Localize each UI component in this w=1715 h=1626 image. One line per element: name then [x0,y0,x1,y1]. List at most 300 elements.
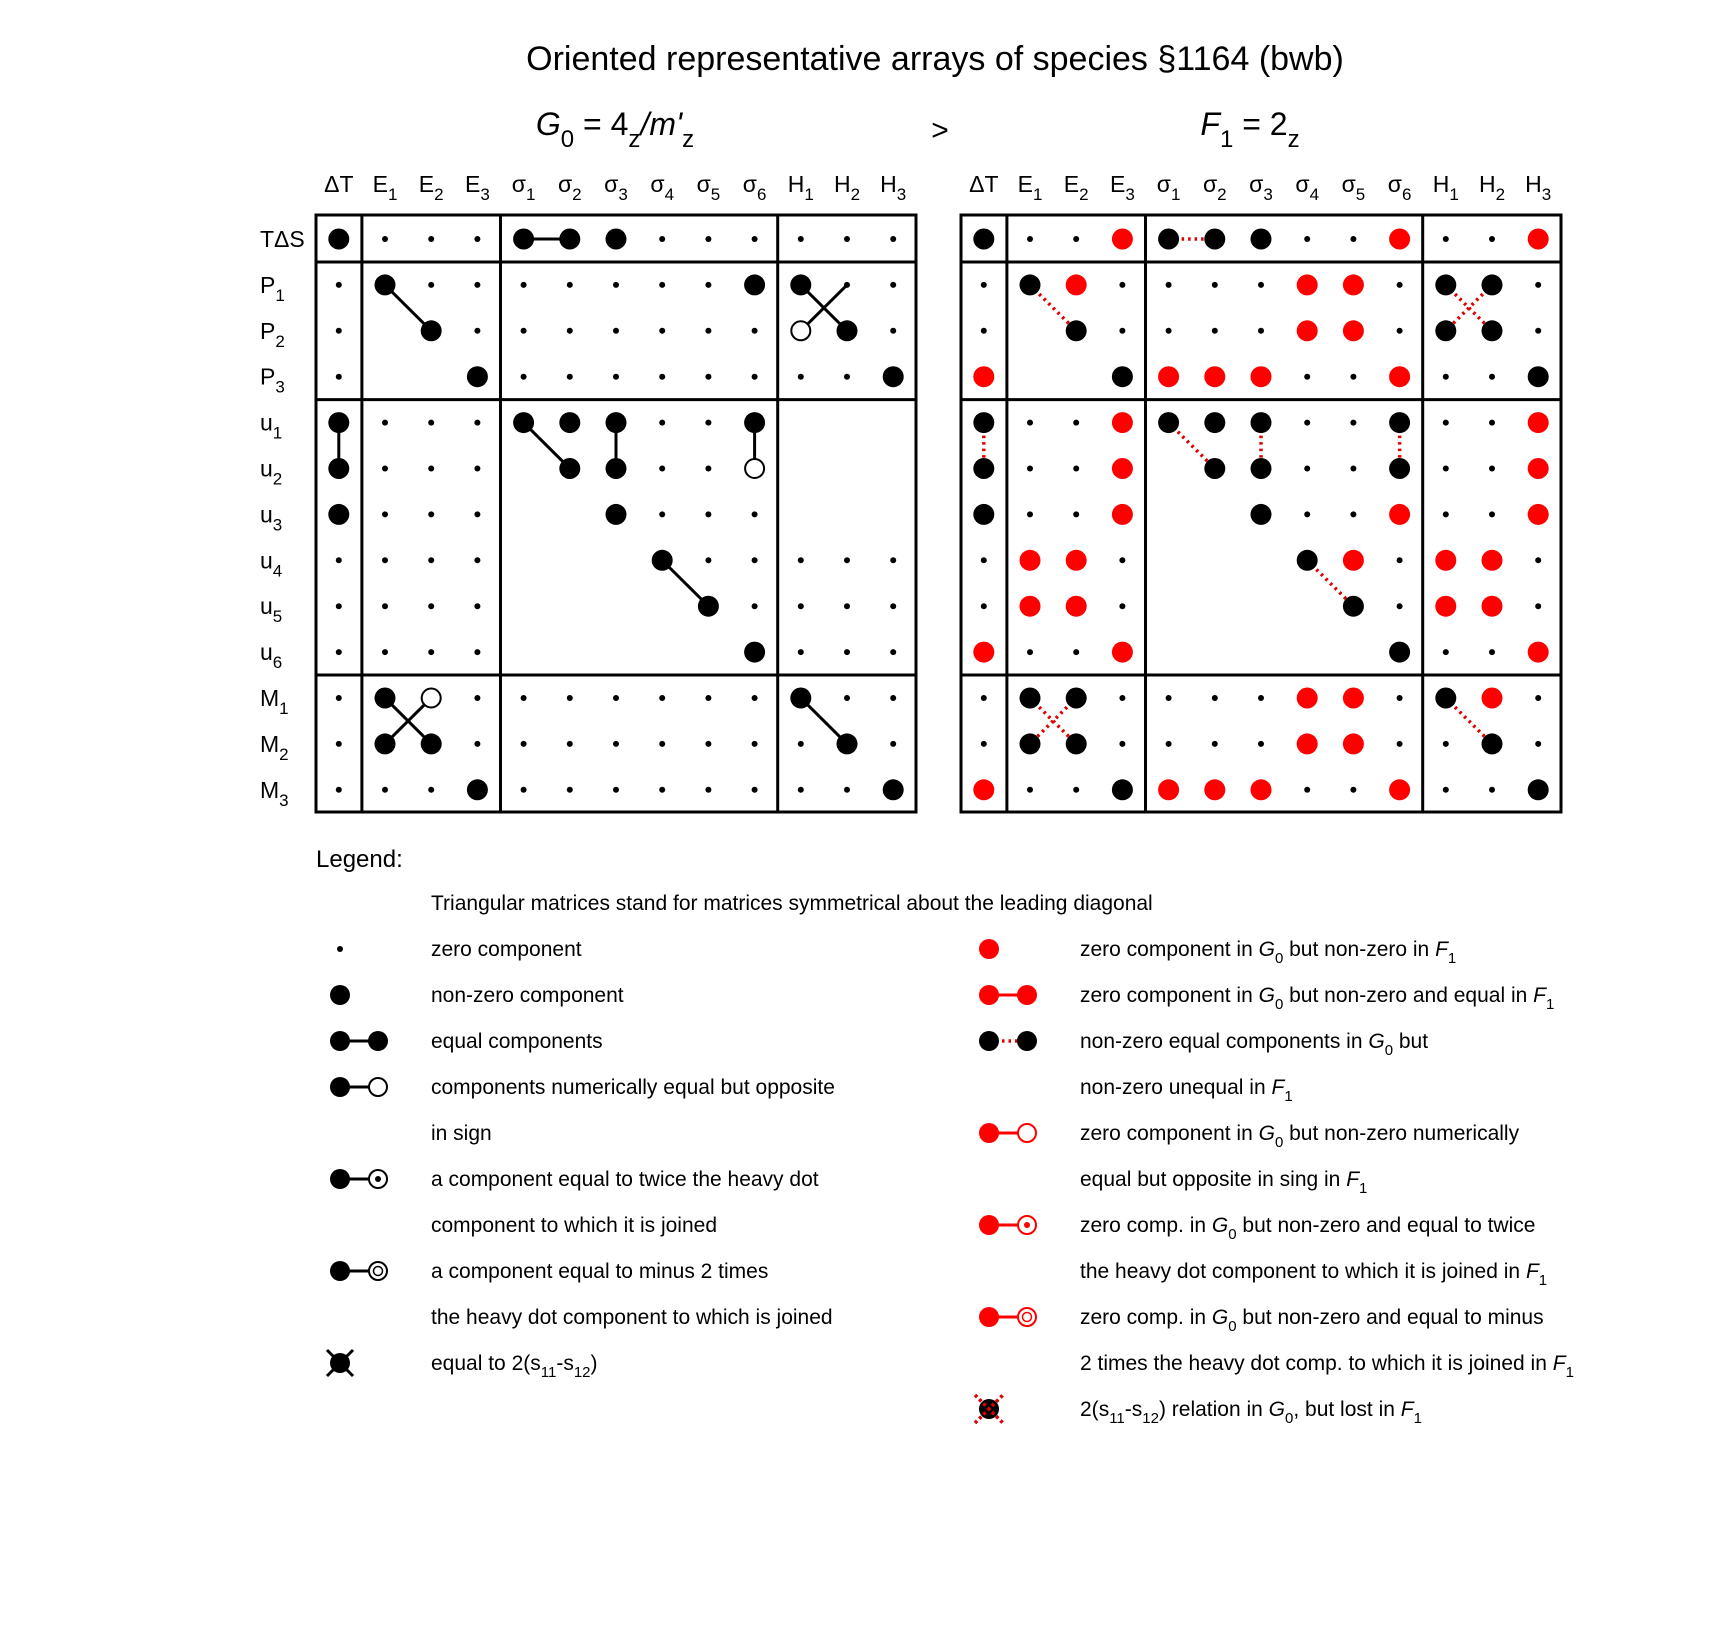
zero-component [798,649,804,655]
zero-component [428,236,434,242]
nonzero-component [973,458,994,479]
zero-in-g0-nonzero-in-f1 [1482,688,1503,709]
nonzero-component [467,366,488,387]
zero-component [705,420,711,426]
zero-in-g0-nonzero-in-f1 [1251,779,1272,800]
zero-component [1443,511,1449,517]
zero-component [981,282,987,288]
legend-item [979,1214,1547,1289]
zero-component [474,420,480,426]
zero-in-g0-nonzero-in-f1 [1297,688,1318,709]
zero-component [1535,603,1541,609]
row-label: $u_6$ [260,639,283,673]
col-label: $\sigma_6$ [1387,171,1412,204]
zero-component [1212,282,1218,288]
row-label: $P_2$ [260,317,285,351]
zero-in-g0-nonzero-in-f1 [1389,504,1410,525]
nonzero-component [421,320,442,341]
legend-text: a component equal to twice the heavy dot [431,1168,819,1191]
row-label: $u_3$ [260,501,283,535]
nonzero-component [513,229,534,250]
nonzero-component [1251,229,1272,250]
zero-component [798,374,804,380]
zero-component [705,695,711,701]
zero-component [1350,236,1356,242]
zero-in-g0-nonzero-in-f1 [1297,274,1318,295]
zero-in-g0-nonzero-in-f1 [1528,229,1549,250]
zero-component [521,282,527,288]
zero-in-g0-nonzero-in-f1 [1020,596,1041,617]
icon-dot [979,1307,999,1327]
zero-component [1073,466,1079,472]
zero-component [1350,787,1356,793]
legend-text: zero comp. in $G_0$ but non-zero and equal to twice [1080,1214,1536,1243]
legend-text: non-zero component [431,984,624,1007]
row-label: $M_1$ [260,685,289,718]
legend-text: zero component [431,938,582,961]
zero-component [1304,787,1310,793]
zero-component [1119,603,1125,609]
zero-in-g0-nonzero-in-f1 [1251,366,1272,387]
zero-in-g0-nonzero-in-f1 [1112,458,1133,479]
zero-in-g0-nonzero-in-f1 [1112,412,1133,433]
nonzero-component [1204,458,1225,479]
zero-component [890,328,896,334]
col-label: $\sigma_2$ [1202,171,1227,204]
zero-component [752,511,758,517]
nonzero-component [837,320,858,341]
icon-dot [979,1123,999,1143]
zero-in-g0-nonzero-in-f1 [1297,733,1318,754]
nonzero-component [652,550,673,571]
zero-component [844,374,850,380]
zero-component [659,511,665,517]
zero-component [613,374,619,380]
zero-component [1535,695,1541,701]
legend-text: non-zero unequal in $F_1$ [1080,1076,1293,1105]
zero-component [336,328,342,334]
zero-component [336,603,342,609]
col-label: ΔT [969,171,999,197]
nonzero-component [1528,779,1549,800]
legend-item [979,1122,1520,1197]
zero-component [659,374,665,380]
legend-right-column [975,938,1574,1427]
zero-component [613,787,619,793]
zero-in-g0-nonzero-in-f1 [1528,412,1549,433]
zero-component [1443,236,1449,242]
zero-component [428,603,434,609]
zero-component [1258,282,1264,288]
icon-ring [1018,1124,1036,1142]
zero-component [1443,787,1449,793]
col-label: $H_1$ [1432,171,1459,204]
zero-component [428,557,434,563]
zero-component [1258,741,1264,747]
zero-in-g0-nonzero-in-f1 [973,366,994,387]
zero-component [1119,282,1125,288]
col-label: $E_3$ [464,171,490,204]
zero-component [1350,466,1356,472]
legend-item [979,1306,1574,1381]
zero-component [1166,741,1172,747]
zero-component [890,649,896,655]
icon-dot [1017,985,1037,1005]
zero-component [1304,374,1310,380]
zero-component [1489,466,1495,472]
nonzero-component [513,412,534,433]
nonzero-component [1297,550,1318,571]
zero-component [1535,328,1541,334]
diagram-title: Oriented representative arrays of species §1164 (bwb) [526,40,1344,78]
legend-text: 2 times the heavy dot comp. to which it is joined in $F_1$ [1080,1352,1574,1381]
zero-in-g0-nonzero-in-f1 [1343,733,1364,754]
nonzero-component [1389,412,1410,433]
zero-component [705,557,711,563]
nonzero-component [883,366,904,387]
nonzero-component [744,412,765,433]
zero-component [1258,328,1264,334]
zero-component [798,787,804,793]
zero-component [1397,328,1403,334]
zero-in-g0-nonzero-in-f1 [1297,320,1318,341]
zero-component [1073,511,1079,517]
nonzero-component [375,688,396,709]
icon-ring [369,1078,387,1096]
col-label: $E_2$ [1063,171,1089,204]
zero-component [336,741,342,747]
zero-component [382,511,388,517]
icon-dot [979,985,999,1005]
legend-item [330,1076,835,1145]
nonzero-component [698,596,719,617]
nonzero-component [328,458,349,479]
row-label: $u_5$ [260,593,283,627]
icon-small-dot [337,946,343,952]
zero-component [336,557,342,563]
zero-component [1027,787,1033,793]
zero-component [521,741,527,747]
zero-component [705,374,711,380]
zero-in-g0-nonzero-in-f1 [1158,779,1179,800]
zero-component [981,741,987,747]
legend-left-column [327,938,835,1381]
zero-component [890,741,896,747]
zero-component [1489,236,1495,242]
zero-component [659,282,665,288]
nonzero-component [1528,366,1549,387]
nonzero-component [1435,688,1456,709]
legend-item [327,1350,598,1381]
legend-text: in sign [431,1122,492,1145]
zero-component [382,466,388,472]
legend-item [330,1168,819,1237]
col-label: $\sigma_5$ [1341,171,1366,204]
col-label: $E_1$ [1017,171,1043,204]
zero-in-g0-nonzero-in-f1 [1389,779,1410,800]
col-label: $H_3$ [1525,171,1552,204]
zero-component [1212,695,1218,701]
zero-component [659,328,665,334]
zero-component [336,787,342,793]
nonzero-component [1020,274,1041,295]
icon-ring [1018,1308,1036,1326]
icon-dot [330,1077,350,1097]
col-label: ΔT [324,171,354,197]
row-label: $u_4$ [260,547,283,581]
zero-component [521,328,527,334]
zero-component [336,282,342,288]
nonzero-component [1158,412,1179,433]
zero-component [474,695,480,701]
zero-in-g0-nonzero-in-f1 [1343,550,1364,571]
col-label: $\sigma_4$ [1295,171,1320,204]
nonzero-component [1066,688,1087,709]
nonzero-component [328,504,349,525]
legend-text: zero comp. in $G_0$ but non-zero and equal to minus [1080,1306,1544,1335]
nonzero-component [1204,412,1225,433]
zero-component [521,787,527,793]
icon-dot [368,1031,388,1051]
col-label: $H_3$ [880,171,907,204]
nonzero-component [328,412,349,433]
zero-in-g0-nonzero-in-f1 [1343,274,1364,295]
zero-component [1443,466,1449,472]
zero-component [844,787,850,793]
zero-component [1027,511,1033,517]
legend-text: zero component in $G_0$ but non-zero and equal in $F_1$ [1080,984,1555,1013]
icon-red-dot [979,939,999,959]
nonzero-component [328,229,349,250]
zero-component [382,603,388,609]
zero-component [428,511,434,517]
zero-component [705,787,711,793]
nonzero-component [1251,412,1272,433]
zero-component [382,420,388,426]
col-label: $\sigma_4$ [650,171,675,204]
zero-component [474,466,480,472]
legend-text: non-zero equal components in $G_0$ but [1080,1030,1429,1059]
icon-big-dot [330,985,350,1005]
zero-component [613,741,619,747]
zero-component [752,374,758,380]
row-label: $M_2$ [260,730,289,764]
zero-component [567,374,573,380]
zero-component [428,787,434,793]
row-label: TΔS [260,226,305,252]
nonzero-component [1158,229,1179,250]
nonzero-component [1251,458,1272,479]
col-label: $E_1$ [372,171,398,204]
zero-in-g0-nonzero-in-f1 [973,779,994,800]
zero-component [613,328,619,334]
col-label: $\sigma_2$ [557,171,582,204]
zero-in-g0-nonzero-in-f1 [1066,550,1087,571]
zero-component [752,695,758,701]
legend-item [979,1030,1428,1105]
zero-in-g0-nonzero-in-f1 [1158,366,1179,387]
zero-component [1304,466,1310,472]
zero-component [428,420,434,426]
legend-item [979,938,1456,967]
legend-text: $2(s_{11}-s_{12})$ relation in $G_0$, but lost in $F_1$ [1080,1398,1422,1427]
zero-component [1119,557,1125,563]
zero-component [890,603,896,609]
zero-component [1166,282,1172,288]
zero-in-g0-nonzero-in-f1 [1066,274,1087,295]
legend-text: zero component in $G_0$ but non-zero in $F_1$ [1080,938,1457,967]
nonzero-component [1020,733,1041,754]
nonzero-component [790,274,811,295]
zero-component [1535,557,1541,563]
nonzero-component [1343,596,1364,617]
nonzero-component [1482,733,1503,754]
nonzero-component [606,458,627,479]
zero-component [1489,511,1495,517]
zero-component [1027,236,1033,242]
zero-component [1119,328,1125,334]
zero-component [474,557,480,563]
nonzero-component [559,229,580,250]
zero-component [1535,741,1541,747]
opposite-sign-component [791,321,810,340]
nonzero-component [467,779,488,800]
zero-component [382,557,388,563]
icon-ring [369,1262,387,1280]
zero-component [474,328,480,334]
zero-component [890,236,896,242]
zero-component [844,649,850,655]
row-label: $P_1$ [260,271,285,305]
nonzero-component [973,412,994,433]
zero-component [844,603,850,609]
nonzero-component [1435,320,1456,341]
zero-component [1489,420,1495,426]
zero-component [567,282,573,288]
zero-component [1073,420,1079,426]
nonzero-component [1066,733,1087,754]
zero-component [705,236,711,242]
zero-component [1489,649,1495,655]
zero-in-g0-nonzero-in-f1 [973,642,994,663]
zero-component [336,374,342,380]
zero-in-g0-nonzero-in-f1 [1066,596,1087,617]
zero-component [1304,511,1310,517]
nonzero-component [744,274,765,295]
zero-in-g0-nonzero-in-f1 [1343,320,1364,341]
icon-dot [330,1261,350,1281]
zero-component [844,236,850,242]
zero-component [890,695,896,701]
zero-component [1489,787,1495,793]
zero-component [659,741,665,747]
zero-component [1397,557,1403,563]
nonzero-component [1482,274,1503,295]
array-f1 [961,171,1561,812]
zero-component [382,787,388,793]
icon-dot [979,1031,999,1051]
zero-component [567,787,573,793]
zero-component [752,787,758,793]
col-label: $H_1$ [787,171,814,204]
legend-text: the heavy dot component to which is joined [431,1306,833,1329]
zero-component [659,420,665,426]
zero-component [382,236,388,242]
array-g0 [260,171,916,812]
row-label: $M_3$ [260,776,289,810]
legend-text: equal to $2(s_{11}-s_{12})$ [431,1352,598,1381]
zero-component [1443,420,1449,426]
legend-note: Triangular matrices stand for matrices symmetrical about the leading diagonal [431,892,1153,915]
zero-component [705,511,711,517]
zero-component [1443,741,1449,747]
zero-in-g0-nonzero-in-f1 [1112,504,1133,525]
col-label: $\sigma_3$ [1249,171,1273,204]
zero-component [1397,282,1403,288]
zero-component [798,741,804,747]
col-label: $H_2$ [1478,171,1506,204]
zero-component [613,282,619,288]
zero-component [705,328,711,334]
zero-component [752,328,758,334]
zero-component [1304,420,1310,426]
zero-component [428,466,434,472]
nonzero-component [973,504,994,525]
zero-component [659,787,665,793]
nonzero-component [1389,458,1410,479]
heading-g0: $G_0 = 4_z/m'_z$ [535,106,695,153]
zero-component [567,741,573,747]
col-label: $\sigma_6$ [742,171,767,204]
zero-component [981,328,987,334]
col-label: $\sigma_3$ [604,171,628,204]
zero-component [474,282,480,288]
zero-component [1212,328,1218,334]
nonzero-component [1482,320,1503,341]
zero-component [382,649,388,655]
zero-in-g0-nonzero-in-f1 [1204,366,1225,387]
zero-component [521,374,527,380]
zero-component [798,557,804,563]
zero-in-g0-nonzero-in-f1 [1112,229,1133,250]
legend-item [975,1395,1422,1427]
zero-component [1443,649,1449,655]
nonzero-component [1251,504,1272,525]
nonzero-component [1020,688,1041,709]
zero-component [705,282,711,288]
zero-in-g0-nonzero-in-f1 [1435,596,1456,617]
zero-component [1535,282,1541,288]
col-label: $\sigma_1$ [511,171,536,204]
zero-in-g0-nonzero-in-f1 [1389,366,1410,387]
zero-in-g0-nonzero-in-f1 [1435,550,1456,571]
zero-component [521,695,527,701]
nonzero-component [1389,642,1410,663]
zero-component [1489,374,1495,380]
zero-component [798,603,804,609]
zero-in-g0-nonzero-in-f1 [1528,458,1549,479]
legend-text: equal but opposite in sing in $F_1$ [1080,1168,1368,1197]
zero-in-g0-nonzero-in-f1 [1389,229,1410,250]
legend-heading: Legend: [316,846,403,873]
zero-component [613,695,619,701]
nonzero-component [744,642,765,663]
row-label: $u_2$ [260,455,283,489]
zero-component [844,695,850,701]
zero-component [659,695,665,701]
zero-component [1119,695,1125,701]
zero-component [1443,374,1449,380]
